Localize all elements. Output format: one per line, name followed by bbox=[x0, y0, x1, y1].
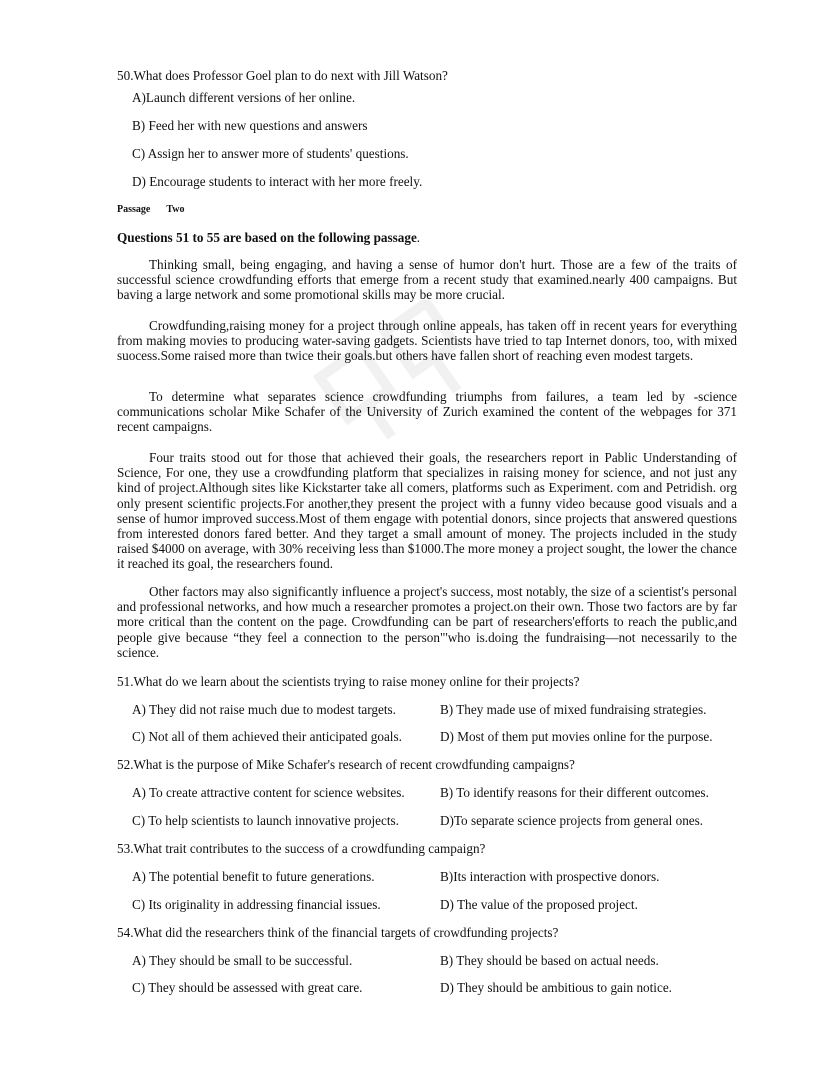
passage-label bbox=[117, 202, 201, 217]
question-50-option-d: D) Encourage students to interact with her more freely. bbox=[132, 174, 423, 189]
question-50-option-a: A)Launch different versions of her online. bbox=[132, 90, 356, 105]
question-51-option-d: D) Most of them put movies online for the purpose. bbox=[440, 729, 713, 744]
question-53-option-b: B)Its interaction with prospective donors. bbox=[440, 869, 660, 884]
question-54-option-d: D) They should be ambitious to gain notice. bbox=[440, 980, 672, 995]
passage-paragraph-5: Other factors may also significantly influence a project's success, most notably, the size of a scientist's personal and professional networks, and how much a researcher promotes a project.on their own. Those two factors are by far more critical than the content on the page. Crowdfunding can be part of researchers'efforts to reach the public,and people give because “they feel a connection to the person"'who is.doing the fundraising—not necessarily to the science. bbox=[117, 584, 737, 660]
passage-paragraph-3: To determine what separates science crowdfunding triumphs from failures, a team led by -science communications scholar Mike Schafer of the University of Zurich examined the content of the webpages for 371 recent campaigns. bbox=[117, 389, 737, 435]
question-54-stem: 54.What did the researchers think of the financial targets of crowdfunding projects? bbox=[117, 925, 559, 940]
question-53-stem: 53.What trait contributes to the success of a crowdfunding campaign? bbox=[117, 841, 486, 856]
question-50-option-c: C) Assign her to answer more of students' questions. bbox=[132, 146, 409, 161]
passage-paragraph-1: Thinking small, being engaging, and having a sense of humor don't hurt. Those are a few of the traits of successful science crowdfunding efforts that emerge from a recent study that examined.nearly 400 campaigns. But baving a large network and some promotional skills may be more crucial. bbox=[117, 257, 737, 303]
passage-label-number: Two bbox=[166, 204, 185, 215]
question-50-option-b: B) Feed her with new questions and answers bbox=[132, 118, 368, 133]
question-51-option-b: B) They made use of mixed fundraising strategies. bbox=[440, 702, 707, 717]
passage-header-suffix: . bbox=[416, 230, 421, 245]
question-53-option-c: C) Its originality in addressing financial issues. bbox=[132, 897, 381, 912]
question-52-option-c: C) To help scientists to launch innovative projects. bbox=[132, 813, 399, 828]
passage-header-text: Questions 51 to 55 are based on the following passage bbox=[117, 230, 417, 245]
question-51-option-a: A) They did not raise much due to modest targets. bbox=[132, 702, 396, 717]
question-52-option-a: A) To create attractive content for science websites. bbox=[132, 785, 405, 800]
question-54-option-b: B) They should be based on actual needs. bbox=[440, 953, 659, 968]
question-52-option-b: B) To identify reasons for their different outcomes. bbox=[440, 785, 709, 800]
question-54-option-c: C) They should be assessed with great care. bbox=[132, 980, 363, 995]
question-50-stem: 50.What does Professor Goel plan to do next with Jill Watson? bbox=[117, 68, 448, 83]
passage-questions-header bbox=[117, 230, 420, 245]
question-51-option-c: C) Not all of them achieved their anticipated goals. bbox=[132, 729, 402, 744]
passage-paragraph-2: Crowdfunding,raising money for a project through online appeals, has taken off in recent years for everything from making movies to producing water-saving gadgets. Scientists have tried to tap Internet donors, too, with mixed suocess.Some raised more than twice their goals.but others have fallen short of reaching even modest targets. bbox=[117, 318, 737, 364]
question-54-option-a: A) They should be small to be successful. bbox=[132, 953, 353, 968]
question-52-option-d: D)To separate science projects from general ones. bbox=[440, 813, 704, 828]
passage-paragraph-4: Four traits stood out for those that achieved their goals, the researchers report in Pablic Understanding of Science, For one, they use a crowdfunding platform that specializes in raising money for science, and not just any kind of project.Although sites like Kickstarter take all comers, platforms such as Experiment. com and Petridish. org only present scientific projects.For another,they present the project with a funny video because good visuals and a sense of humor improved success.Most of them engage with potential donors, since projects that answered questions from interested donors fared better. And they target a small amount of money. The projects included in the study raised $4000 on average, with 30% receiving less than $1000.The more money a project sought, the lower the chance it reached its goal, the researchers found. bbox=[117, 450, 737, 572]
passage-label-word: Passage bbox=[117, 204, 151, 215]
question-53-option-d: D) The value of the proposed project. bbox=[440, 897, 638, 912]
question-51-stem: 51.What do we learn about the scientists trying to raise money online for their projects? bbox=[117, 674, 580, 689]
question-52-stem: 52.What is the purpose of Mike Schafer's research of recent crowdfunding campaigns? bbox=[117, 757, 575, 772]
question-53-option-a: A) The potential benefit to future generations. bbox=[132, 869, 375, 884]
